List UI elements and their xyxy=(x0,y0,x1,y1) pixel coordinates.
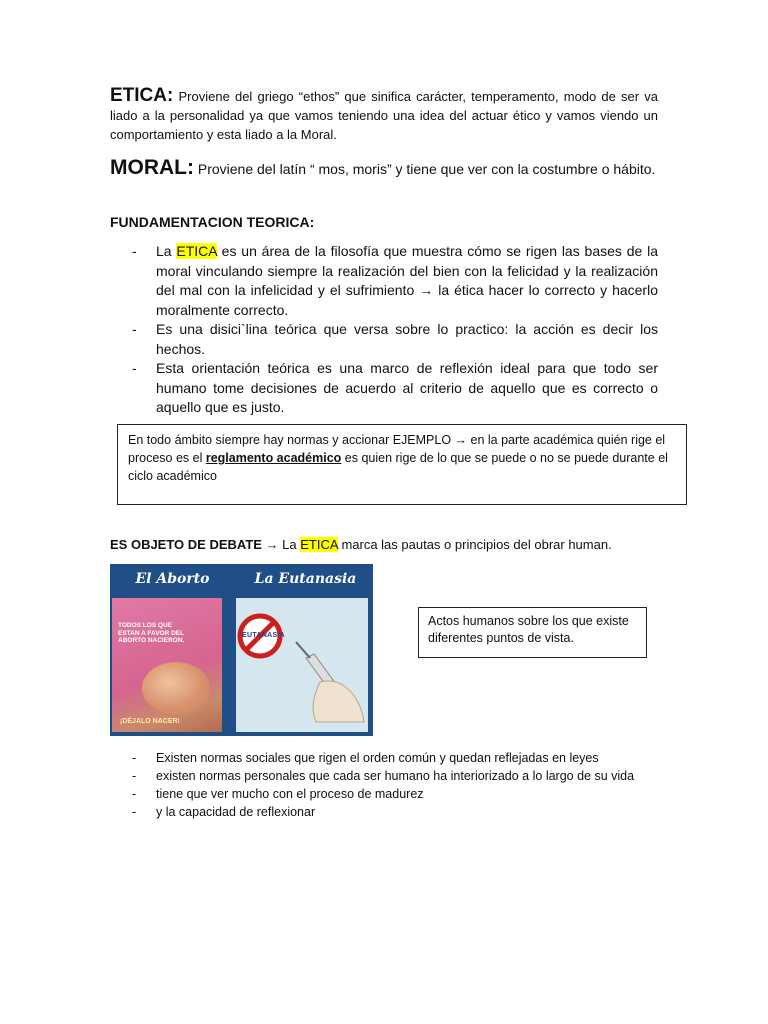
item-text: y la capacidad de reflexionar xyxy=(156,805,316,819)
eutanasia-panel xyxy=(236,598,368,732)
debate-text: La xyxy=(282,537,301,552)
list-item xyxy=(110,767,658,785)
etica-term: ETICA: xyxy=(110,85,174,106)
list-item xyxy=(110,749,658,767)
highlight-etica: ETICA xyxy=(176,243,217,259)
example-text: En todo ámbito siempre hay normas y accionar EJEMPLO xyxy=(128,433,455,447)
etica-section xyxy=(110,86,658,144)
sign-text: EUTANASIA xyxy=(242,632,286,639)
moral-paragraph xyxy=(110,156,658,181)
arrow-icon: → xyxy=(261,537,283,552)
moral-definition: Proviene del latín “ mos, moris” y tiene que ver con la costumbre o hábito. xyxy=(193,161,656,177)
arrow-icon: → xyxy=(454,433,468,447)
example-text: en la parte académica quién rige el proceso es el xyxy=(128,433,666,465)
poster-text: TODOS LOS QUE ESTAN A FAVOR DEL ABORTO NACIERON. xyxy=(118,622,185,644)
aborto-title: El Aborto xyxy=(135,571,210,587)
moral-section xyxy=(110,156,658,181)
list-item xyxy=(110,785,658,803)
item-text: tiene que ver mucho con el proceso de madurez xyxy=(156,787,424,801)
fundamentacion-list xyxy=(110,242,658,418)
list-item xyxy=(110,242,658,320)
no-euthanasia-icon xyxy=(236,598,368,732)
bullet-dash: - xyxy=(132,751,137,765)
aborto-poster xyxy=(112,598,222,732)
moral-term: MORAL: xyxy=(110,156,194,179)
final-list xyxy=(110,749,658,821)
actos-box xyxy=(418,607,647,658)
eutanasia-title: La Eutanasia xyxy=(254,571,357,587)
item-text: Esta orientación teórica es una marco de reflexión ideal para que todo ser humano tome decisiones de acuerdo al criterio de aquello que es correcto o aquello que es justo. xyxy=(156,360,658,415)
highlight-etica: ETICA xyxy=(300,537,338,552)
item-text: existen normas personales que cada ser humano ha interiorizado a lo largo de su vida xyxy=(156,769,635,783)
item-text: es un área de la filosofía que muestra cómo se rigen las bases de la moral vinculando siempre la realización del bien con la felicidad y la realización del mal con la infelicidad y el sufrimiento xyxy=(156,243,658,298)
example-box xyxy=(117,424,687,505)
bullet-dash: - xyxy=(132,321,137,337)
bullet-dash: - xyxy=(132,360,137,376)
fundamentacion-heading: FUNDAMENTACION TEORICA: xyxy=(110,214,315,230)
reglamento-emphasis: reglamento académico xyxy=(205,451,342,465)
arrow-icon: → xyxy=(419,282,434,298)
bullet-dash: - xyxy=(132,787,137,801)
list-item xyxy=(110,359,658,418)
bullet-dash: - xyxy=(132,243,137,259)
debate-line xyxy=(110,536,612,554)
item-text: la ética hacer lo correcto y hacerlo moralmente correcto. xyxy=(156,282,658,318)
list-item xyxy=(110,803,658,821)
list-item xyxy=(110,320,658,359)
baby-illustration xyxy=(142,662,210,714)
debate-label: ES OBJETO DE DEBATE xyxy=(110,537,262,552)
etica-paragraph xyxy=(110,86,658,144)
poster-bottom-text: ¡DÉJALO NACER! xyxy=(120,718,180,725)
item-text: Existen normas sociales que rigen el orden común y quedan reflejadas en leyes xyxy=(156,751,599,765)
bullet-dash: - xyxy=(132,769,137,783)
debate-text: marca las pautas o principios del obrar human. xyxy=(337,537,612,552)
actos-text: Actos humanos sobre los que existe diferentes puntos de vista. xyxy=(428,614,629,645)
etica-definition: Proviene del griego “ethos” que sinifica carácter, temperamento, modo de ser va liado a la personalidad ya que vamos teniendo una idea del actuar ético y vamos viendo un comportamiento y esta liado a la Moral. xyxy=(110,89,658,142)
item-text: Es una disici`lina teórica que versa sobre lo practico: la acción es decir los hechos. xyxy=(156,321,658,357)
example-text: es quien rige de lo que se puede o no se puede durante el ciclo académico xyxy=(128,451,668,483)
item-text: La xyxy=(156,243,177,259)
aborto-eutanasia-image xyxy=(110,564,373,736)
bullet-dash: - xyxy=(132,805,137,819)
